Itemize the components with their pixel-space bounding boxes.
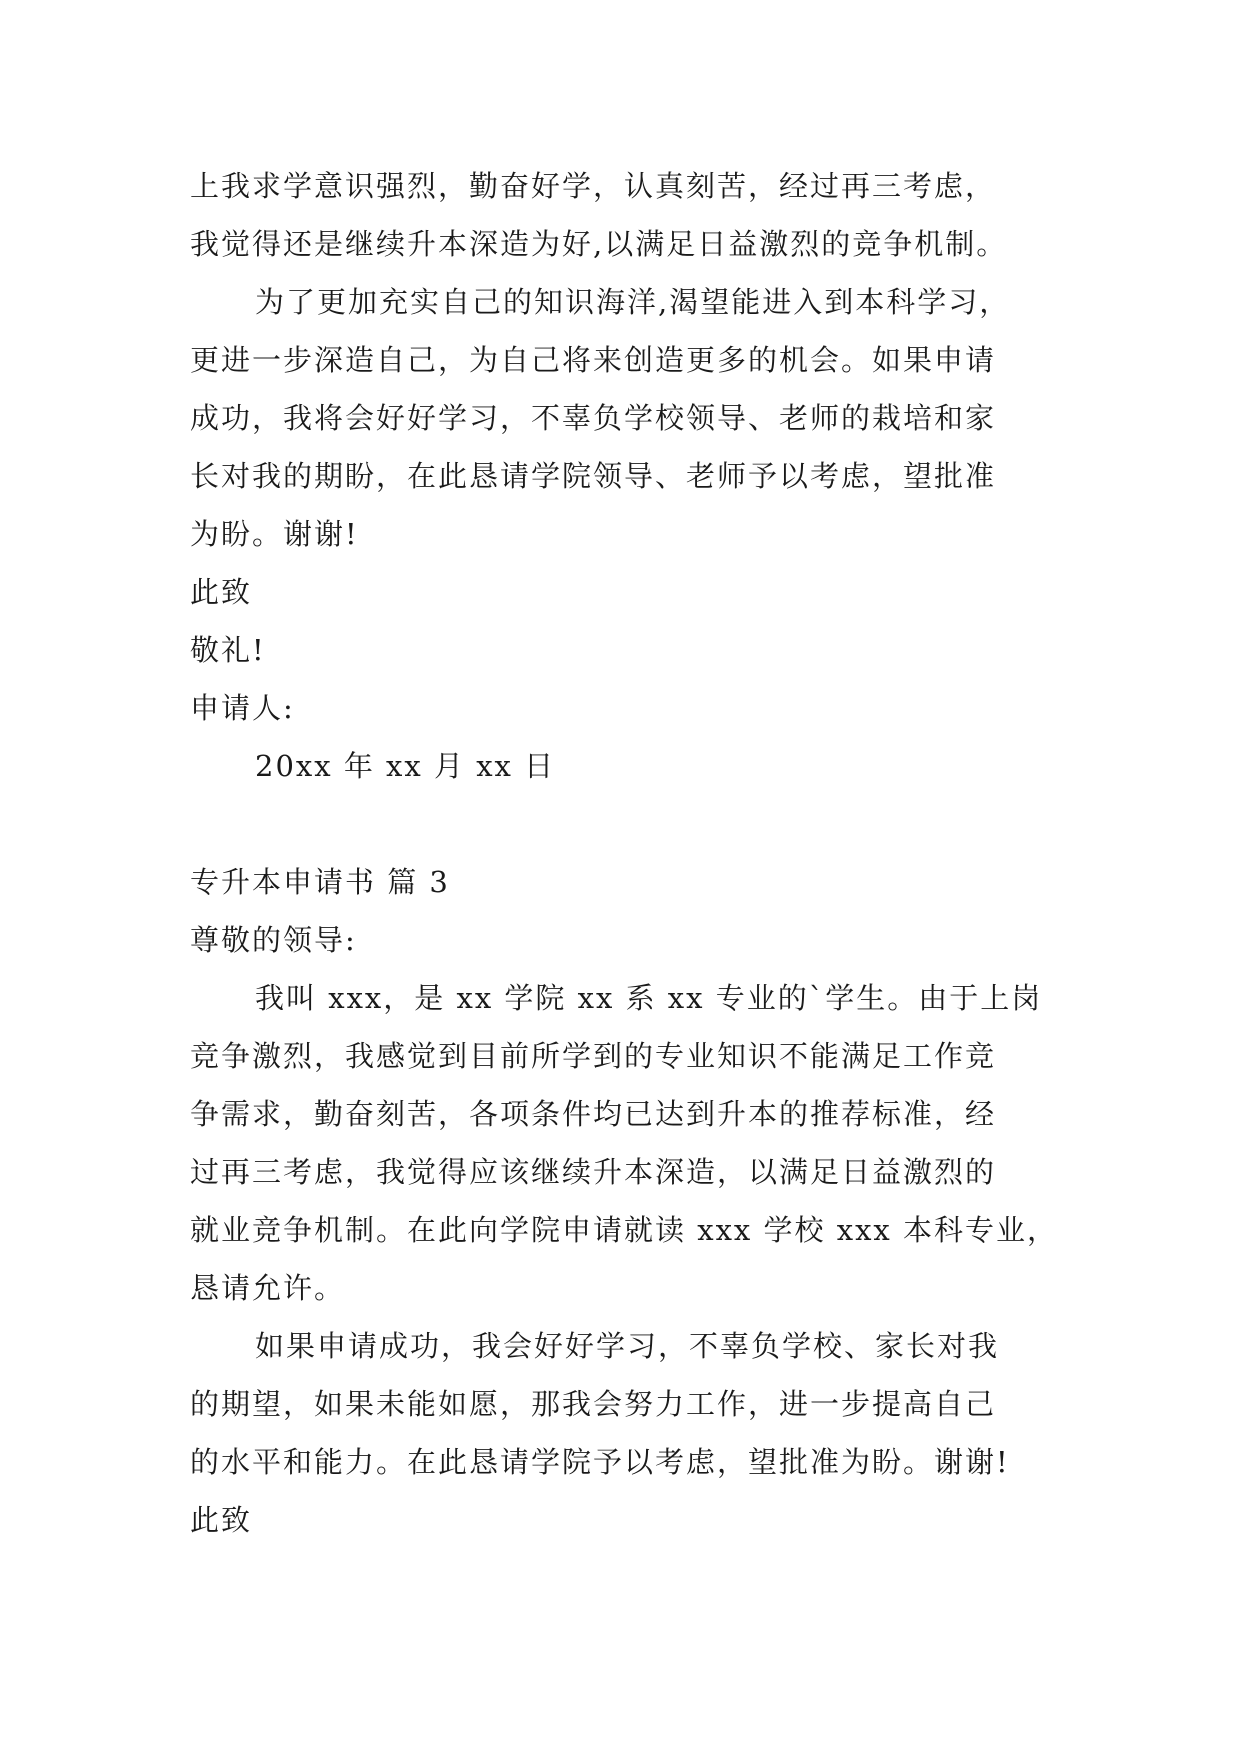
text-line: 上我求学意识强烈，勤奋好学，认真刻苦，经过再三考虑， [190, 169, 997, 203]
date-line: 20xx 年 xx 月 xx 日 [255, 749, 556, 783]
closing-salutation: 此致 [190, 575, 253, 609]
greeting: 尊敬的领导: [190, 923, 357, 957]
paragraph-start: 我叫 xxx，是 xx 学院 xx 系 xx 专业的`学生。由于上岗 [255, 981, 1043, 1015]
text-line: 恳请允许。 [190, 1271, 346, 1305]
text-line: 争需求，勤奋刻苦，各项条件均已达到升本的推荐标准，经 [190, 1097, 997, 1131]
section-heading: 专升本申请书 篇 3 [190, 865, 450, 899]
text-line: 为盼。谢谢! [190, 517, 359, 551]
text-line: 竞争激烈，我感觉到目前所学到的专业知识不能满足工作竞 [190, 1039, 997, 1073]
text-line: 就业竞争机制。在此向学院申请就读 xxx 学校 xxx 本科专业， [190, 1213, 1059, 1247]
text-line: 我觉得还是继续升本深造为好,以满足日益激烈的竞争机制。 [190, 227, 1008, 261]
closing-regards: 敬礼! [190, 633, 266, 667]
paragraph-start: 为了更加充实自己的知识海洋,渴望能进入到本科学习， [255, 285, 1011, 319]
applicant-label: 申请人: [190, 691, 295, 725]
text-line: 长对我的期盼，在此恳请学院领导、老师予以考虑，望批准 [190, 459, 997, 493]
text-line: 的水平和能力。在此恳请学院予以考虑，望批准为盼。谢谢! [190, 1445, 1010, 1479]
text-line: 过再三考虑，我觉得应该继续升本深造，以满足日益激烈的 [190, 1155, 997, 1189]
paragraph-start: 如果申请成功，我会好好学习，不辜负学校、家长对我 [255, 1329, 1000, 1363]
text-line: 更进一步深造自己，为自己将来创造更多的机会。如果申请 [190, 343, 997, 377]
text-line: 成功，我将会好好学习，不辜负学校领导、老师的栽培和家 [190, 401, 997, 435]
closing-salutation: 此致 [190, 1503, 253, 1537]
text-line: 的期望，如果未能如愿，那我会努力工作，进一步提高自己 [190, 1387, 997, 1421]
